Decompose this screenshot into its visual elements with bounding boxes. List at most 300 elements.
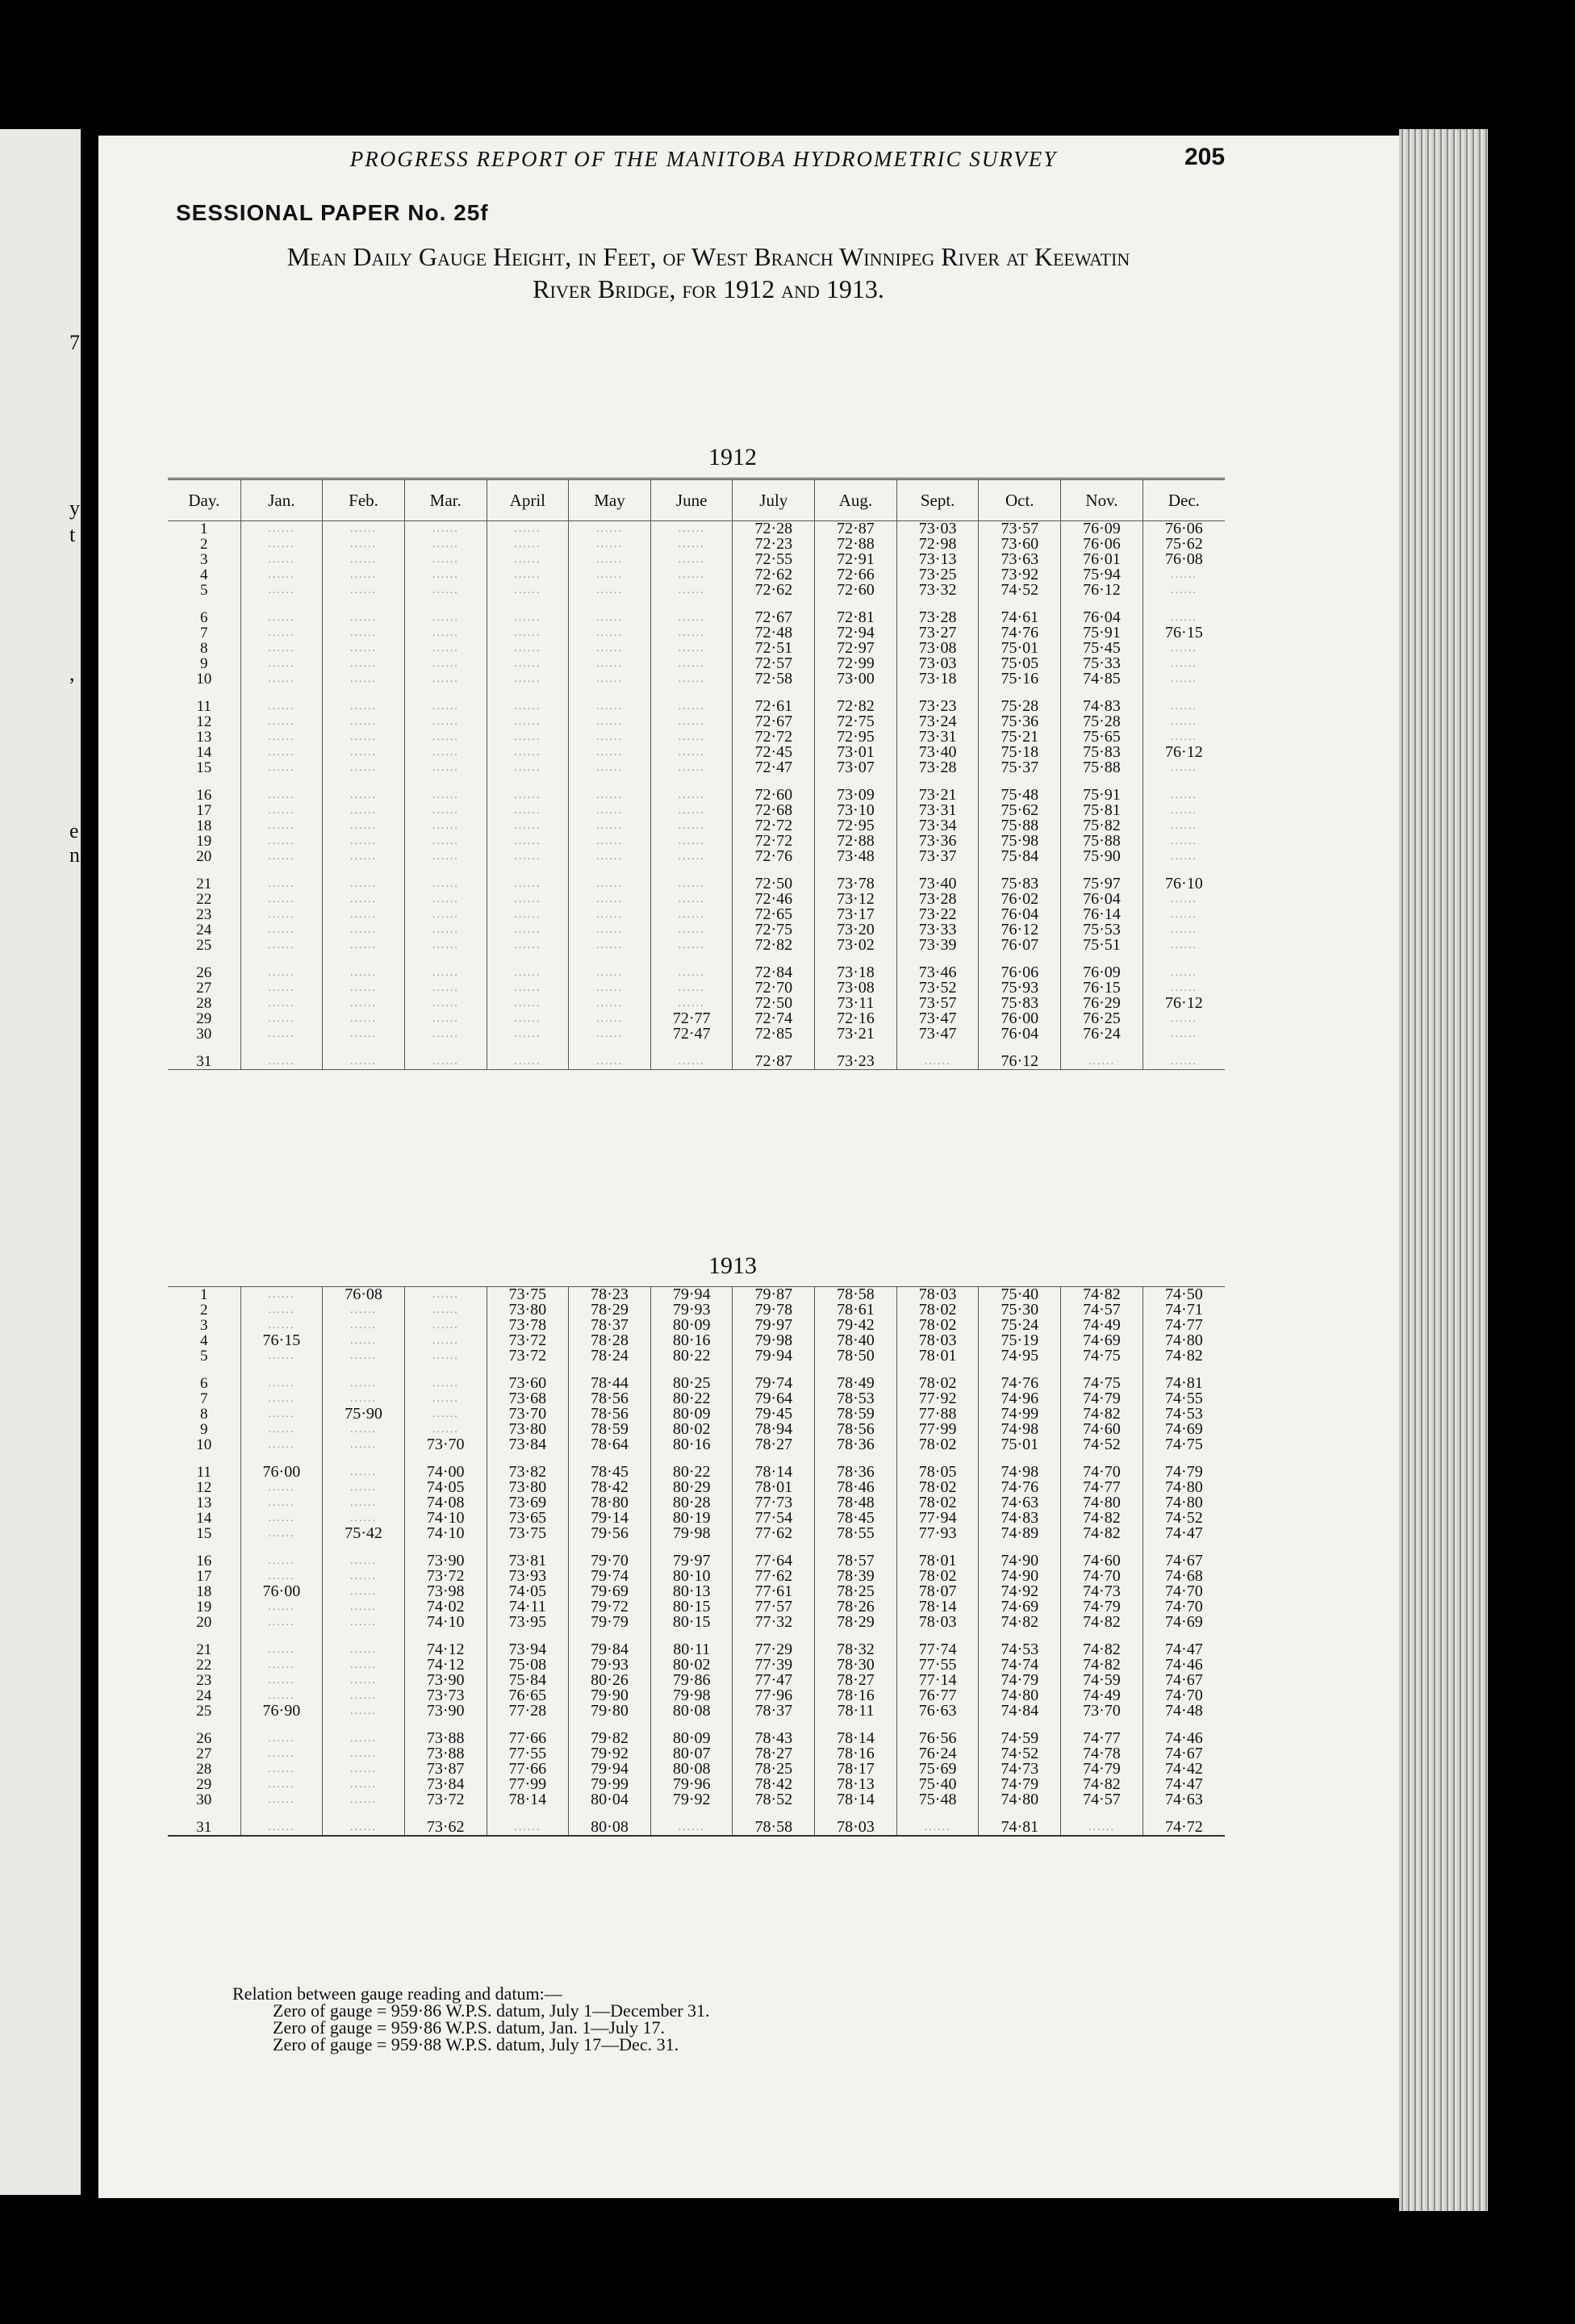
- gauge-cell: 79·98: [733, 1333, 815, 1348]
- gauge-cell: ......: [240, 996, 323, 1011]
- column-header: April: [487, 479, 569, 521]
- table-row: [168, 803, 1225, 818]
- table-row: [168, 1688, 1225, 1703]
- gauge-cell: ......: [323, 980, 405, 996]
- gauge-cell: ......: [404, 1422, 487, 1437]
- gauge-cell: ......: [487, 521, 569, 537]
- gauge-cell: 78·01: [733, 1480, 815, 1495]
- gauge-cell: 78·03: [896, 1615, 979, 1630]
- day-cell: 22: [196, 1657, 212, 1673]
- gauge-cell: ......: [569, 1054, 651, 1070]
- table-title: [168, 240, 1249, 305]
- gauge-cell: ......: [404, 788, 487, 803]
- gauge-cell: ......: [323, 1422, 405, 1437]
- gauge-cell: 73·24: [896, 714, 979, 729]
- gauge-cell: 74·69: [1143, 1615, 1225, 1630]
- day-cell: 15: [196, 760, 212, 775]
- gauge-cell: ......: [323, 1820, 405, 1836]
- gauge-cell: 73·65: [487, 1511, 569, 1526]
- gauge-cell: ......: [650, 552, 733, 567]
- title-line: River Bridge, for 1912 and 1913.: [533, 274, 884, 303]
- gauge-cell: ......: [404, 671, 487, 687]
- table-row: [168, 965, 1225, 980]
- gauge-cell: 74·48: [1143, 1703, 1225, 1719]
- gauge-cell: ......: [569, 788, 651, 803]
- table-row: [168, 1746, 1225, 1762]
- gauge-cell: 72·77: [650, 1011, 733, 1026]
- gauge-cell: ......: [323, 1731, 405, 1746]
- gauge-cell: 80·04: [569, 1792, 651, 1808]
- gauge-cell: 78·02: [896, 1569, 979, 1584]
- gauge-cell: 74·49: [1061, 1688, 1143, 1703]
- gauge-cell: 73·25: [896, 567, 979, 583]
- gauge-cell: 72·55: [733, 552, 815, 567]
- gauge-cell: 72·67: [733, 610, 815, 625]
- gauge-cell: 74·79: [1061, 1391, 1143, 1407]
- gauge-cell: 78·16: [815, 1746, 897, 1762]
- gauge-cell: ......: [404, 876, 487, 892]
- table-row: [168, 610, 1225, 625]
- table-row: [168, 1437, 1225, 1452]
- day-cell: 21: [196, 1642, 212, 1657]
- gauge-cell: 74·80: [1061, 1495, 1143, 1511]
- gauge-cell: 73·70: [487, 1407, 569, 1422]
- gauge-cell: 74·80: [1143, 1495, 1225, 1511]
- gauge-cell: 75·51: [1061, 938, 1143, 953]
- gauge-cell: ......: [569, 1026, 651, 1042]
- gauge-cell: 76·15: [240, 1333, 323, 1348]
- gauge-cell: 74·57: [1061, 1302, 1143, 1318]
- gauge-cell: ......: [404, 1054, 487, 1070]
- gauge-cell: 73·28: [896, 760, 979, 775]
- gauge-cell: ......: [323, 1673, 405, 1688]
- gauge-cell: 72·46: [733, 892, 815, 907]
- gauge-cell: 73·48: [815, 849, 897, 864]
- gauge-cell: 78·48: [815, 1495, 897, 1511]
- column-header: Feb.: [323, 479, 405, 521]
- gauge-cell: ......: [323, 818, 405, 834]
- table-row: [168, 849, 1225, 864]
- gauge-cell: 76·12: [1143, 745, 1225, 760]
- day-cell: 8: [200, 641, 208, 656]
- gauge-cell: ......: [569, 803, 651, 818]
- table-row: [168, 1407, 1225, 1422]
- gauge-cell: ......: [240, 1673, 323, 1688]
- gauge-cell: ......: [240, 745, 323, 760]
- gauge-cell: 72·23: [733, 537, 815, 552]
- gauge-cell: 74·79: [1061, 1762, 1143, 1777]
- gauge-cell: ......: [569, 876, 651, 892]
- gauge-cell: 72·76: [733, 849, 815, 864]
- gauge-cell: ......: [1143, 760, 1225, 775]
- gauge-cell: 80·07: [650, 1746, 733, 1762]
- table-row: [168, 1302, 1225, 1318]
- day-cell: 31: [196, 1820, 212, 1836]
- gauge-cell: ......: [323, 1348, 405, 1364]
- day-cell: 6: [200, 610, 208, 625]
- gauge-cell: ......: [1143, 965, 1225, 980]
- gauge-cell: ......: [240, 729, 323, 745]
- gauge-cell: ......: [487, 965, 569, 980]
- group-spacer: [168, 1452, 1225, 1465]
- gauge-cell: ......: [323, 1333, 405, 1348]
- day-cell: 30: [196, 1792, 212, 1808]
- gauge-cell: 72·87: [815, 521, 897, 537]
- gauge-cell: 78·27: [815, 1673, 897, 1688]
- gauge-cell: ......: [240, 567, 323, 583]
- gauge-cell: ......: [240, 1526, 323, 1541]
- gauge-cell: ......: [650, 671, 733, 687]
- gauge-cell: 74·68: [1143, 1569, 1225, 1584]
- table-row: [168, 1569, 1225, 1584]
- gauge-cell: 80·09: [650, 1731, 733, 1746]
- column-header: Oct.: [979, 479, 1061, 521]
- day-cell: 8: [200, 1407, 208, 1422]
- table-row: [168, 788, 1225, 803]
- gauge-cell: ......: [240, 1642, 323, 1657]
- gauge-cell: ......: [240, 834, 323, 849]
- table-row: [168, 1376, 1225, 1391]
- gauge-cell: 79·14: [569, 1511, 651, 1526]
- gauge-cell: ......: [1143, 671, 1225, 687]
- gauge-cell: ......: [650, 876, 733, 892]
- table-row: [168, 1318, 1225, 1333]
- gauge-cell: 73·12: [815, 892, 897, 907]
- gauge-cell: ......: [650, 818, 733, 834]
- gauge-cell: 74·83: [1061, 699, 1143, 714]
- gauge-cell: 78·46: [815, 1480, 897, 1495]
- gauge-cell: 72·88: [815, 834, 897, 849]
- gauge-cell: 79·98: [650, 1526, 733, 1541]
- gauge-cell: ......: [487, 537, 569, 552]
- day-cell: 11: [196, 699, 211, 714]
- table-row: [168, 583, 1225, 598]
- gauge-cell: 78·58: [815, 1287, 897, 1303]
- gauge-cell: ......: [569, 965, 651, 980]
- gauge-cell: ......: [650, 996, 733, 1011]
- gauge-cell: ......: [650, 625, 733, 641]
- gauge-cell: 75·05: [979, 656, 1061, 671]
- table-row: [168, 671, 1225, 687]
- gauge-cell: 73·80: [487, 1422, 569, 1437]
- gauge-cell: 74·49: [1061, 1318, 1143, 1333]
- gauge-cell: 79·90: [569, 1688, 651, 1703]
- gauge-cell: 73·63: [979, 552, 1061, 567]
- gauge-cell: 73·22: [896, 907, 979, 922]
- gauge-cell: 78·45: [569, 1465, 651, 1480]
- gauge-cell: ......: [323, 1011, 405, 1026]
- gauge-cell: ......: [487, 803, 569, 818]
- day-cell: 25: [196, 1703, 212, 1719]
- gauge-cell: ......: [1143, 610, 1225, 625]
- gauge-cell: ......: [569, 922, 651, 938]
- table-row: [168, 1657, 1225, 1673]
- gauge-cell: ......: [323, 745, 405, 760]
- gauge-cell: ......: [1061, 1820, 1143, 1836]
- column-header: Day.: [168, 479, 240, 521]
- gauge-cell: ......: [404, 834, 487, 849]
- gauge-cell: 74·63: [979, 1495, 1061, 1511]
- gauge-cell: 72·88: [815, 537, 897, 552]
- gauge-cell: 74·63: [1143, 1792, 1225, 1808]
- gauge-cell: ......: [650, 922, 733, 938]
- gauge-cell: 78·80: [569, 1495, 651, 1511]
- day-cell: 23: [196, 1673, 212, 1688]
- gauge-cell: ......: [240, 1569, 323, 1584]
- gauge-cell: 75·88: [979, 818, 1061, 834]
- gauge-cell: 77·29: [733, 1642, 815, 1657]
- gauge-cell: ......: [487, 699, 569, 714]
- table-row: [168, 876, 1225, 892]
- gauge-cell: 73·28: [896, 892, 979, 907]
- day-cell: 27: [196, 980, 212, 996]
- gauge-cell: 74·82: [1061, 1287, 1143, 1303]
- gauge-cell: 77·99: [896, 1422, 979, 1437]
- gauge-cell: 76·00: [240, 1465, 323, 1480]
- gauge-cell: 74·79: [1061, 1599, 1143, 1615]
- gauge-cell: ......: [404, 625, 487, 641]
- gauge-cell: ......: [650, 907, 733, 922]
- column-header: June: [650, 479, 733, 521]
- gauge-cell: ......: [240, 1302, 323, 1318]
- column-header: Jan.: [240, 479, 323, 521]
- gauge-cell: 73·82: [487, 1465, 569, 1480]
- group-spacer: [168, 1364, 1225, 1376]
- day-cell: 4: [200, 567, 208, 583]
- gauge-cell: 73·73: [404, 1688, 487, 1703]
- gauge-cell: 76·24: [896, 1746, 979, 1762]
- gauge-cell: 78·14: [896, 1599, 979, 1615]
- gauge-cell: 72·47: [650, 1026, 733, 1042]
- gauge-cell: 77·57: [733, 1599, 815, 1615]
- table-row: [168, 1599, 1225, 1615]
- gauge-cell: 79·45: [733, 1407, 815, 1422]
- table-row: [168, 1762, 1225, 1777]
- group-spacer: [168, 864, 1225, 876]
- gauge-cell: 73·18: [815, 965, 897, 980]
- gauge-cell: ......: [240, 1495, 323, 1511]
- day-cell: 24: [196, 922, 212, 938]
- gauge-cell: ......: [1143, 834, 1225, 849]
- gauge-cell: 72·72: [733, 818, 815, 834]
- table-row: [168, 1673, 1225, 1688]
- running-head: PROGRESS REPORT OF THE MANITOBA HYDROMETRIC SURVEY: [349, 147, 1058, 171]
- gauge-cell: 72·50: [733, 876, 815, 892]
- gauge-cell: ......: [650, 788, 733, 803]
- day-cell: 17: [196, 803, 212, 818]
- gauge-cell: 78·40: [815, 1333, 897, 1348]
- gauge-cell: ......: [240, 1599, 323, 1615]
- day-cell: 14: [196, 745, 212, 760]
- day-cell: 7: [200, 625, 208, 641]
- gauge-cell: ......: [1143, 1011, 1225, 1026]
- gauge-cell: 80·28: [650, 1495, 733, 1511]
- gauge-cell: 75·83: [1061, 745, 1143, 760]
- gauge-cell: 72·87: [733, 1054, 815, 1070]
- gauge-cell: ......: [1143, 922, 1225, 938]
- gauge-cell: 76·01: [1061, 552, 1143, 567]
- gauge-cell: ......: [323, 1599, 405, 1615]
- table-row: [168, 537, 1225, 552]
- gauge-cell: ......: [323, 1495, 405, 1511]
- gauge-cell: 78·55: [815, 1526, 897, 1541]
- gauge-cell: ......: [404, 1407, 487, 1422]
- note-line: Zero of gauge = 959·86 W.P.S. datum, Jan. 1—July 17.: [273, 2017, 665, 2038]
- gauge-cell: 72·61: [733, 699, 815, 714]
- gauge-cell: 74·82: [1061, 1615, 1143, 1630]
- gauge-cell: ......: [240, 1777, 323, 1792]
- gauge-cell: ......: [240, 1688, 323, 1703]
- gauge-cell: 73·70: [404, 1437, 487, 1452]
- gauge-cell: 78·42: [733, 1777, 815, 1792]
- gauge-cell: 80·02: [650, 1422, 733, 1437]
- gauge-cell: ......: [323, 1584, 405, 1599]
- gauge-cell: ......: [240, 1762, 323, 1777]
- datum-notes: [232, 1985, 710, 2053]
- gauge-cell: ......: [240, 714, 323, 729]
- gauge-cell: 75·42: [323, 1526, 405, 1541]
- gauge-cell: ......: [487, 552, 569, 567]
- facing-page-fragment: [0, 129, 81, 2195]
- gauge-cell: 74·10: [404, 1615, 487, 1630]
- day-cell: 26: [196, 1731, 212, 1746]
- gauge-cell: 75·08: [487, 1657, 569, 1673]
- gauge-cell: 74·98: [979, 1465, 1061, 1480]
- column-header: Mar.: [404, 479, 487, 521]
- gauge-cell: ......: [240, 965, 323, 980]
- gauge-cell: 75·93: [979, 980, 1061, 996]
- gauge-cell: ......: [650, 1820, 733, 1836]
- gauge-cell: 76·04: [979, 1026, 1061, 1042]
- gauge-cell: ......: [569, 996, 651, 1011]
- gauge-cell: ......: [650, 583, 733, 598]
- gauge-cell: 74·99: [979, 1407, 1061, 1422]
- day-cell: 25: [196, 938, 212, 953]
- gauge-cell: 73·90: [404, 1553, 487, 1569]
- gauge-cell: 74·76: [979, 1376, 1061, 1391]
- margin-text: ,: [69, 662, 75, 685]
- gauge-cell: ......: [650, 521, 733, 537]
- gauge-cell: 79·79: [569, 1615, 651, 1630]
- gauge-cell: 79·97: [733, 1318, 815, 1333]
- gauge-cell: 74·70: [1143, 1584, 1225, 1599]
- gauge-cell: ......: [240, 610, 323, 625]
- gauge-cell: ......: [404, 1302, 487, 1318]
- gauge-cell: ......: [323, 1026, 405, 1042]
- gauge-table-1913: [168, 1286, 1225, 1837]
- gauge-cell: 74·82: [1061, 1526, 1143, 1541]
- gauge-cell: ......: [1143, 641, 1225, 656]
- gauge-cell: 74·75: [1061, 1348, 1143, 1364]
- gauge-cell: 73·95: [487, 1615, 569, 1630]
- day-cell: 18: [196, 1584, 212, 1599]
- gauge-cell: ......: [487, 849, 569, 864]
- gauge-cell: 75·40: [979, 1287, 1061, 1303]
- gauge-cell: ......: [404, 1026, 487, 1042]
- gauge-cell: ......: [323, 1569, 405, 1584]
- gauge-cell: ......: [487, 938, 569, 953]
- gauge-cell: 80·15: [650, 1599, 733, 1615]
- gauge-cell: 75·48: [896, 1792, 979, 1808]
- gauge-cell: 75·28: [1061, 714, 1143, 729]
- gauge-cell: 76·56: [896, 1731, 979, 1746]
- gauge-cell: 78·27: [733, 1746, 815, 1762]
- gauge-cell: 73·27: [896, 625, 979, 641]
- gauge-cell: 75·62: [979, 803, 1061, 818]
- gauge-cell: ......: [487, 583, 569, 598]
- gauge-cell: ......: [487, 671, 569, 687]
- gauge-cell: 78·56: [569, 1407, 651, 1422]
- gauge-cell: 76·63: [896, 1703, 979, 1719]
- gauge-cell: 72·82: [733, 938, 815, 953]
- day-cell: 15: [196, 1526, 212, 1541]
- gauge-cell: ......: [323, 996, 405, 1011]
- gauge-cell: 80·08: [569, 1820, 651, 1836]
- gauge-cell: 72·95: [815, 818, 897, 834]
- column-header: May: [569, 479, 651, 521]
- group-spacer: [168, 1808, 1225, 1820]
- gauge-cell: ......: [404, 892, 487, 907]
- gauge-cell: 73·39: [896, 938, 979, 953]
- gauge-cell: ......: [240, 671, 323, 687]
- day-cell: 23: [196, 907, 212, 922]
- gauge-cell: ......: [569, 656, 651, 671]
- day-cell: 12: [196, 1480, 212, 1495]
- gauge-cell: 78·02: [896, 1376, 979, 1391]
- gauge-cell: 74·72: [1143, 1820, 1225, 1836]
- gauge-cell: 72·75: [733, 922, 815, 938]
- gauge-cell: 78·01: [896, 1553, 979, 1569]
- gauge-cell: 75·40: [896, 1777, 979, 1792]
- gauge-cell: 76·12: [979, 1054, 1061, 1070]
- gauge-cell: 76·12: [1143, 996, 1225, 1011]
- gauge-cell: ......: [323, 922, 405, 938]
- table-row: [168, 1348, 1225, 1364]
- gauge-cell: 73·72: [487, 1333, 569, 1348]
- gauge-cell: ......: [650, 938, 733, 953]
- gauge-cell: 78·29: [569, 1302, 651, 1318]
- day-cell: 27: [196, 1746, 212, 1762]
- gauge-cell: 79·93: [569, 1657, 651, 1673]
- note-line: Zero of gauge = 959·88 W.P.S. datum, July 17—Dec. 31.: [273, 2034, 679, 2054]
- gauge-cell: ......: [487, 876, 569, 892]
- gauge-cell: ......: [323, 641, 405, 656]
- gauge-cell: 72·91: [815, 552, 897, 567]
- gauge-cell: ......: [323, 803, 405, 818]
- gauge-cell: 73·62: [404, 1820, 487, 1836]
- table-row: [168, 1465, 1225, 1480]
- gauge-cell: 78·52: [733, 1792, 815, 1808]
- gauge-cell: 74·10: [404, 1511, 487, 1526]
- gauge-cell: ......: [240, 1054, 323, 1070]
- gauge-cell: 73·03: [896, 656, 979, 671]
- day-cell: 20: [196, 1615, 212, 1630]
- gauge-cell: 80·10: [650, 1569, 733, 1584]
- gauge-cell: 72·16: [815, 1011, 897, 1026]
- gauge-cell: ......: [1143, 567, 1225, 583]
- gauge-cell: 79·92: [569, 1746, 651, 1762]
- gauge-cell: 73·31: [896, 803, 979, 818]
- gauge-cell: ......: [323, 1553, 405, 1569]
- gauge-cell: 78·30: [815, 1657, 897, 1673]
- group-spacer: [168, 1719, 1225, 1731]
- column-header: Aug.: [815, 479, 897, 521]
- day-cell: 14: [196, 1511, 212, 1526]
- margin-text: t: [69, 523, 76, 546]
- gauge-cell: 73·00: [815, 671, 897, 687]
- gauge-cell: ......: [240, 699, 323, 714]
- gauge-cell: ......: [569, 567, 651, 583]
